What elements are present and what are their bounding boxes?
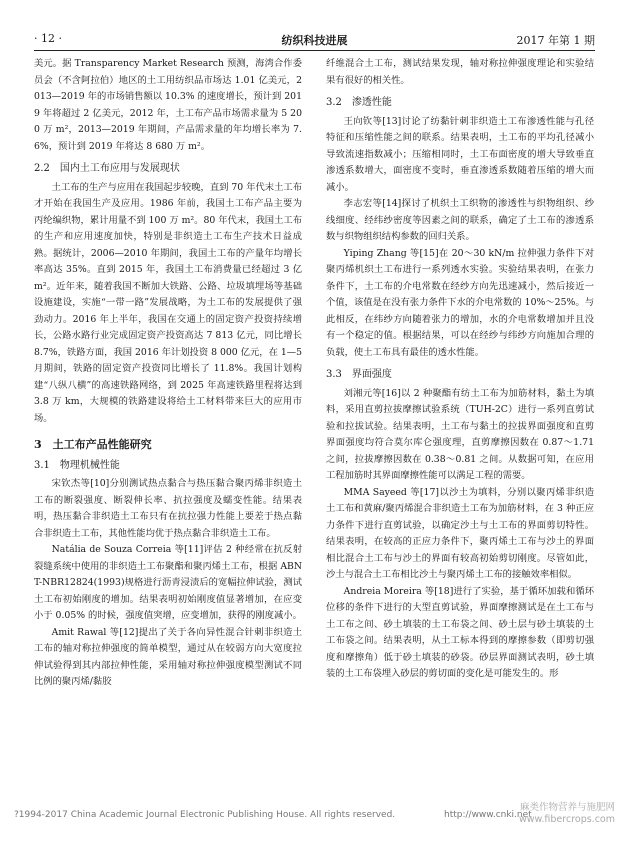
- paragraph: Natália de Souza Correia 等[11]评估 2 种经常在抗反射裂缝系统中使用的非织造土工布聚酯和聚丙烯土工布，根据 ABNT-NBR12824(1993)规格进行沥青浸渍后的宽幅拉伸试验，测试土工布初始刚度的增加。结果表明初始刚度值显著增加，在应变小于 0.05% 的时候，强度值突增，应变增加，获得的刚度减小。: [34, 544, 302, 621]
- section-heading-3-1: 3.1 物理机械性能: [34, 459, 120, 471]
- paragraph: 李志宏等[14]探讨了机织土工织物的渗透性与织物组织、纱线细度、经纬纱密度等因素之间的联系，确定了土工布的渗透系数与织物组织结构参数的回归关系。: [326, 198, 594, 242]
- section-heading-3-2: 3.2 渗透性能: [326, 97, 392, 108]
- watermark-url: www.fibercrops.com: [518, 814, 615, 825]
- paragraph: Amit Rawal 等[12]提出了关于各向异性混合针刺非织造土工布的轴对称拉伸强度的简单模型，通过从在较弱方向大宽度拉伸试验得到其内部拉伸性能，采用轴对称拉伸强度模型测试不同比例的聚丙烯/黏胶: [34, 626, 302, 687]
- watermark-title: 麻类作物营养与施肥网: [519, 802, 615, 813]
- paragraph: 刘湘元等[16]以 2 种聚酯有纺土工布为加筋材料，黏土为填料，采用直剪拉拔摩擦试验系统（TUH-2C）进行一系列直剪试验和拉拔试验。结果表明，土工布与黏土的拉拔界面强度和直剪界面强度均符合莫尔库仑强度理，直剪摩擦因数在 0.87～1.71 之间，拉拔摩擦因数在 0.38～0.81 之间。从数据可知，在应用工程加筋时其界面摩擦性能可以满足工程的需要。: [326, 387, 594, 481]
- journal-title: 纺织科技进展: [281, 34, 348, 47]
- section-heading-3-3: 3.3 界面强度: [326, 369, 392, 380]
- page-header: [34, 28, 595, 51]
- section-heading-2-2: 2.2 国内土工布应用与发展现状: [34, 163, 180, 174]
- paragraph: 土工布的生产与应用在我国起步较晚，直到 70 年代末土工布才开始在我国生产及应用。1986 年前，我国土工布产品主要为丙纶编织物，累计用量不到 100 万 m²。80 年代末，我国土工布的生产和应用速度加快，特别是非织造土工布生产技术日益成熟。据统计，2006—2010 年期间，我国土工布的产量年均增长率高达 35%。直到 2015 年，我国土工布消费量已经超过 3 亿 m²。近年来，随着我国不断加大铁路、公路、垃圾填埋场等基础设施建设，实施“一带一路”发展战略，为土工布的发展提供了强劲动力。2016 年上半年，我国在交通上的固定资产投资持续增长，公路水路行业完成固定资产投资高达 7 813 亿元，同比增长 8.7%，铁路方面，我国 2016 年计划投资 8 000 亿元，在 1—5 月期间，铁路的固定资产投资同比增长了 11.8%。我国计划构建“八纵八横”的高速铁路网络，到 2025 年高速铁路里程将达到 3.8 万 km，大规模的铁路建设将给土工材料带来巨大的应用市场。: [34, 181, 302, 424]
- page-number: · 12 ·: [34, 32, 62, 45]
- paragraph: 纤维混合土工布，测试结果发现，轴对称拉伸强度理论和实验结果有很好的相关性。: [326, 58, 594, 86]
- paragraph: Andreia Moreira 等[18]进行了实验，基于循环加载和循环位移的条件下进行的大型直剪试验，界面摩擦测试是在土工布与土工布之间、砂土填装的土工布袋之间、砂土层与砂土填装的土工布袋之间。结果表明，从土工标本得到的摩擦参数（即剪切强度和摩擦角）低于砂土填装的砂袋。砂层界面测试表明，砂土填装的土工布袋埋入砂层的剪切面的变化是可能发生的。形: [326, 585, 594, 679]
- footer-link[interactable]: http://www.cnki.net: [444, 810, 532, 820]
- paragraph: 王向钦等[13]讨论了纺黏针刺非织造土工布渗透性能与孔径特征和压缩性能之间的联系。结果表明，土工布的平均孔径减小导致流速指数减小；压缩相同时，土工布面密度的增大导致垂直渗透系数增大，面密度不变时，垂直渗透系数随着压缩的增大而减小。: [326, 115, 594, 193]
- copyright-notice: ?1994-2017 China Academic Journal Electronic Publishing House. All rights reserved.: [14, 810, 396, 820]
- paragraph: 宋钦杰等[10]分别测试热点黏合与热压黏合聚丙烯非织造土工布的断裂强度、断裂伸长率、抗拉强度及蠕变性能。结果表明，热压黏合非织造土工布只有在抗拉强力性能上要差于热点黏合非织造土工布，其他性能均优于热点黏合非织造土工布。: [34, 478, 302, 539]
- issue-label: 2017 年第 1 期: [516, 34, 595, 47]
- paragraph: MMA Sayeed 等[17]以沙土为填料，分别以聚丙烯非织造土工布和黄麻/聚丙烯混合非织造土工布为加筋材料，在 3 种正应力条件下进行直剪试验，以确定沙土与土工布的界面剪切特性。结果表明，在较高的正应力条件下，聚丙烯土工布与沙土的界面相比混合土工布与沙土的界面有较高初始剪切刚度。尽管如此，沙土与混合土工布相比沙土与聚丙烯土工布的接触效率相似。: [326, 486, 594, 580]
- paragraph: 美元。据 Transparency Market Research 预测，海湾合作委员会（不含阿拉伯）地区的土工用纺织品市场达 1.01 亿美元，2013—2019 年的市场销售额以 10.3% 的速度增长，预计到 2019 年将超过 2 亿美元，2012 年，土工布产品市场需求量为 5 200 万 m²，2013—2019 年期间，产品需求量的年均增长率为 7.6%，预计到 2019 年将达 8 680 万 m²。: [34, 58, 302, 152]
- left-column: [34, 56, 302, 691]
- paragraph: Yiping Zhang 等[15]在 20～30 kN/m 拉伸强力条件下对聚丙烯机织土工布进行一系列透水实验。实验结果表明，在张力条件下，土工布的介电常数在经纱方向先迅速减小，然后接近一个值，该值是在没有张力条件下水的介电常数的 10%～25%。与此相反，在纬纱方向随着张力的增加，水的介电常数增加并且没有一个稳定的值。根据结果，可以在经纱与纬纱方向施加合理的负载，使土工布具有最佳的透水性能。: [326, 247, 594, 358]
- section-heading-3: 3 土工布产品性能研究: [34, 438, 152, 451]
- watermark: [519, 802, 615, 826]
- right-column: [326, 56, 594, 683]
